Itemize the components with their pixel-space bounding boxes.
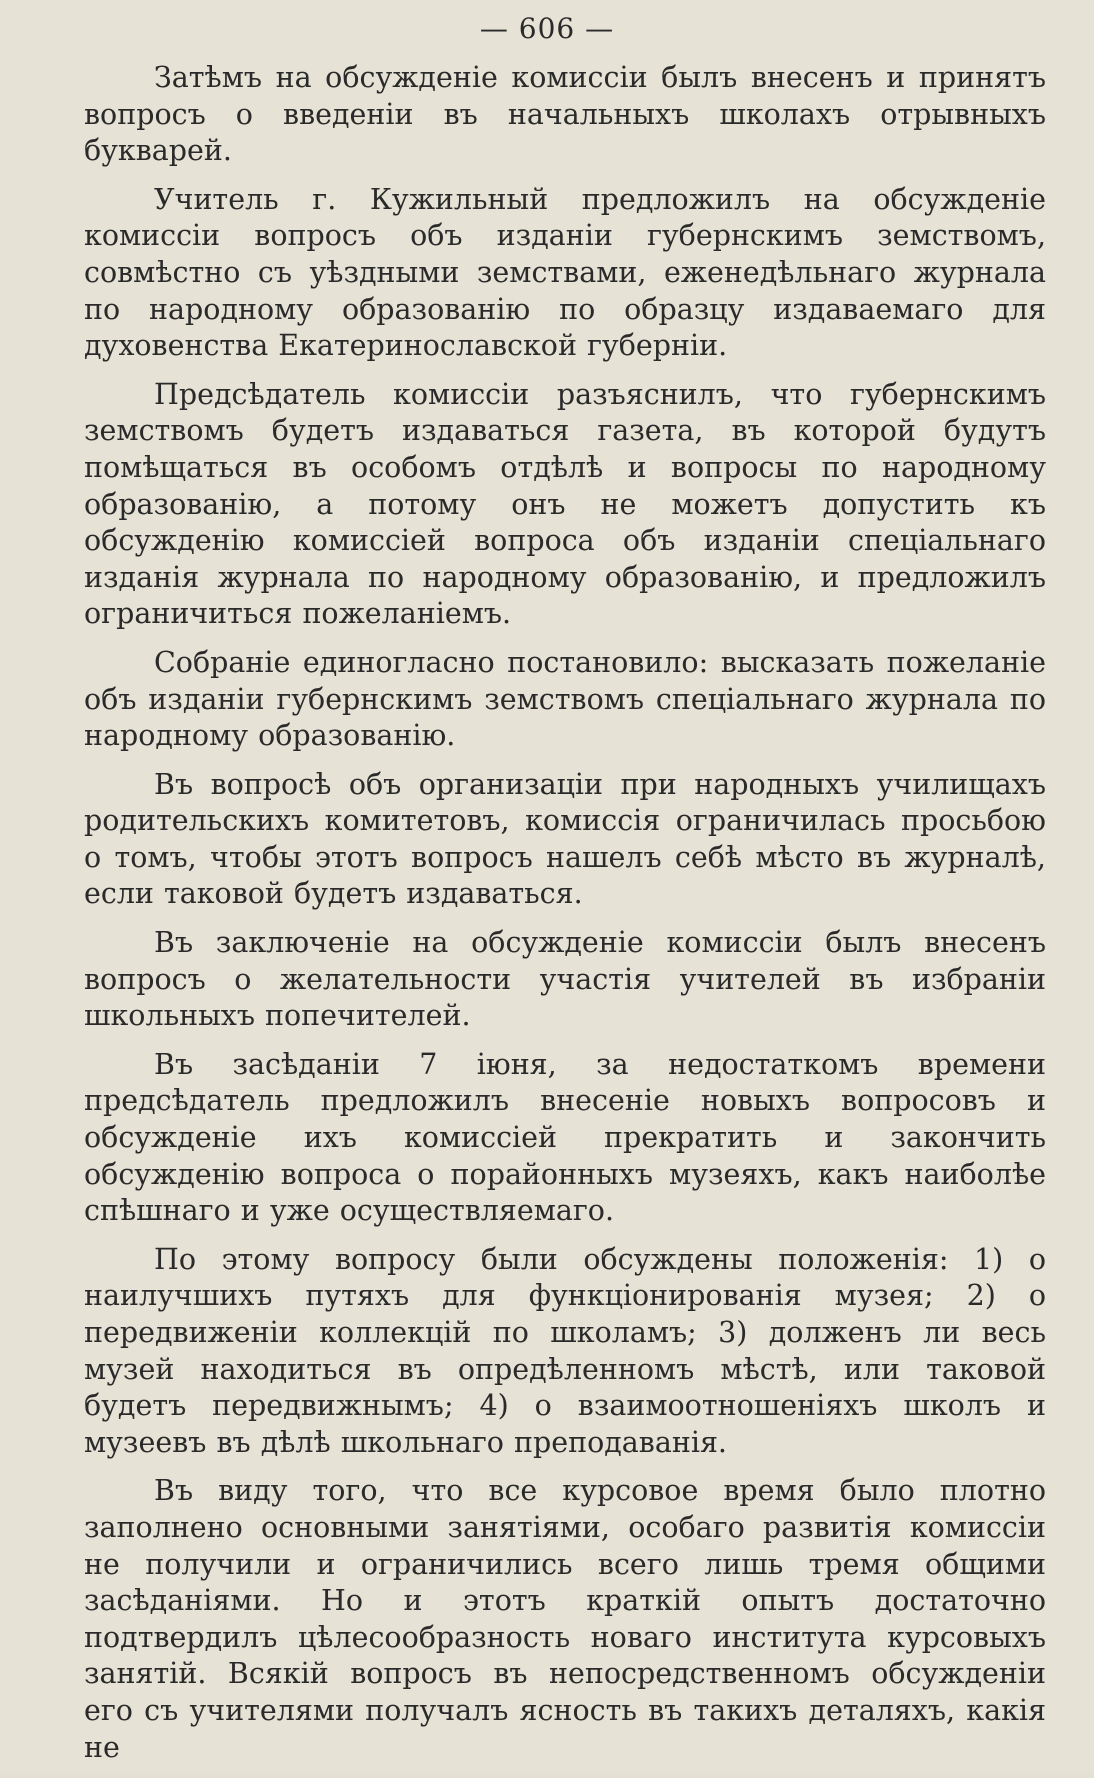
page-number: — 606 —	[479, 12, 615, 45]
paragraph: По этому вопросу были обсуждены положенія: 1) о наилучшихъ путяхъ для функціонированія музея; 2) о передвиженіи коллекцій по школамъ; 3) долженъ ли весь музей находиться въ опредѣленномъ мѣстѣ, или таковой будетъ передвижнымъ; 4) о взаимоотношеніяхъ школъ и музеевъ въ дѣлѣ школьнаго преподаванія.	[84, 1242, 1046, 1459]
paragraph: Предсѣдатель комиссіи разъяснилъ, что губернскимъ земствомъ будетъ издаваться газета, въ которой будутъ помѣщаться въ особомъ отдѣлѣ и вопросы по народному образованію, а потому онъ не можетъ допустить къ обсужденію комиссіей вопроса объ изданіи спеціальнаго изданія журнала по народному образованію, и предложилъ ограничиться пожеланіемъ.	[84, 377, 1046, 631]
paragraph: Учитель г. Кужильный предложилъ на обсужденіе комиссіи вопросъ объ изданіи губернскимъ земствомъ, совмѣстно съ уѣздными земствами, еженедѣльнаго журнала по народному образованію по образцу издаваемаго для духовенства Екатеринославской губерніи.	[84, 182, 1046, 363]
paragraph: Въ виду того, что все курсовое время было плотно заполнено основными занятіями, особаго развитія комиссіи не получили и ограничились всего лишь тремя общими засѣданіями. Но и этотъ краткій опытъ достаточно подтвердилъ цѣлесообразность новаго института курсовыхъ занятій. Всякій вопросъ въ непосредственномъ обсужденіи его съ учителями получалъ ясность въ такихъ деталяхъ, какія не	[84, 1474, 1046, 1764]
paragraph: Въ вопросѣ объ организаціи при народныхъ училищахъ родительскихъ комитетовъ, комиссія ограничилась просьбою о томъ, чтобы этотъ вопросъ нашелъ себѣ мѣсто въ журналѣ, если таковой будетъ издаваться.	[84, 767, 1046, 911]
body-text	[84, 60, 1046, 1778]
paragraph: Въ засѣданіи 7 іюня, за недостаткомъ времени предсѣдатель предложилъ внесеніе новыхъ вопросовъ и обсужденіе ихъ комиссіей прекратить и закончить обсужденію вопроса о порайонныхъ музеяхъ, какъ наиболѣе спѣшнаго и уже осуществляемаго.	[84, 1047, 1046, 1228]
paragraph: Затѣмъ на обсужденіе комиссіи былъ внесенъ и принятъ вопросъ о введеніи въ начальныхъ школахъ отрывныхъ букварей.	[84, 61, 1046, 168]
paragraph: Собраніе единогласно постановило: высказать пожеланіе объ изданіи губернскимъ земствомъ спеціальнаго журнала по народному образованію.	[84, 645, 1046, 753]
paragraph: Въ заключеніе на обсужденіе комиссіи былъ внесенъ вопросъ о желательности участія учителей въ избраніи школьныхъ попечителей.	[84, 926, 1046, 1033]
